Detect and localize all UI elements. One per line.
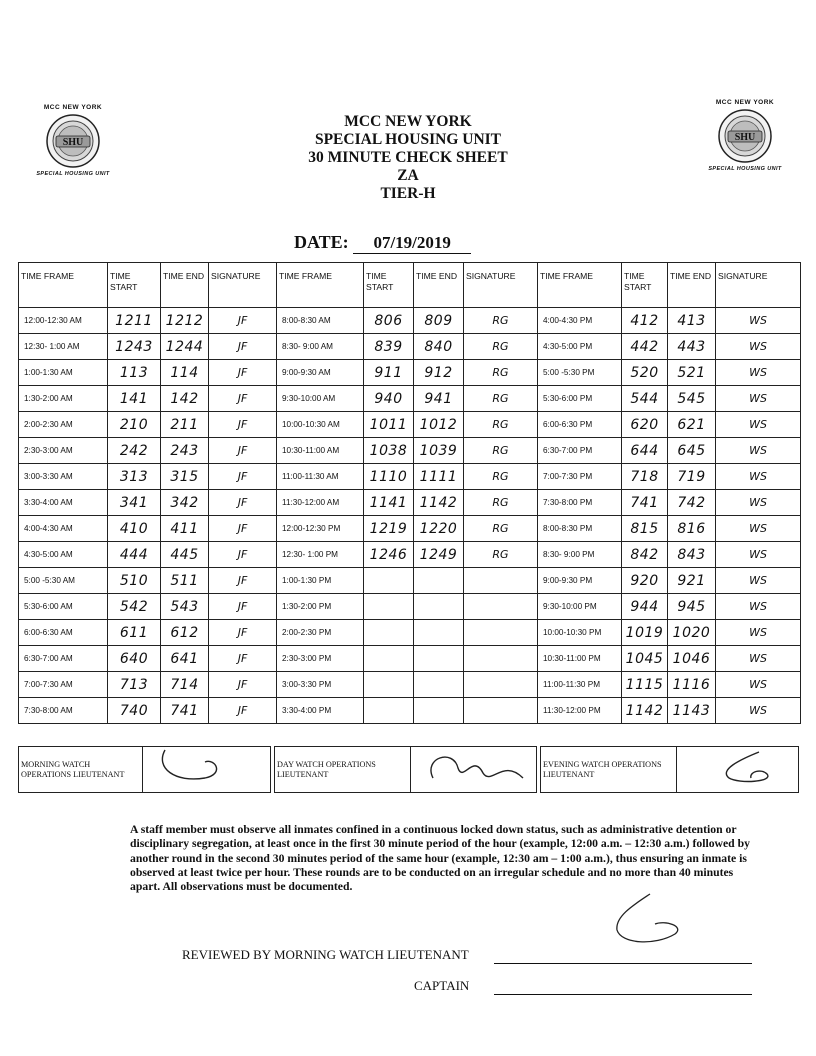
time-end-cell: 1244 [161,334,209,360]
signature-cell [464,672,538,698]
time-start-cell: 410 [108,516,161,542]
time-frame-cell: 11:30-12:00 PM [538,698,622,724]
time-end-cell: 742 [668,490,716,516]
time-start-cell: 341 [108,490,161,516]
signature-cell: JF [209,542,277,568]
signature-cell: JF [209,308,277,334]
time-end-cell: 543 [161,594,209,620]
page-title-block [238,113,578,203]
time-frame-cell: 4:00-4:30 PM [538,308,622,334]
time-start-cell: 1142 [622,698,668,724]
signature-cell: WS [716,698,801,724]
signature-cell: JF [209,620,277,646]
signature-cell: WS [716,620,801,646]
signature-cell: JF [209,672,277,698]
table-row [19,438,801,464]
morning-watch-signature[interactable] [143,747,271,793]
signature-cell: WS [716,490,801,516]
lieutenant-signatures [18,746,799,793]
time-start-cell: 444 [108,542,161,568]
time-start-cell: 718 [622,464,668,490]
time-frame-cell: 1:00-1:30 PM [277,568,364,594]
time-start-cell [364,698,414,724]
time-frame-cell: 4:00-4:30 AM [19,516,108,542]
reviewed-by-label: REVIEWED BY MORNING WATCH LIEUTENANT [182,947,469,962]
signature-cell: JF [209,412,277,438]
time-frame-cell: 4:30-5:00 AM [19,542,108,568]
time-end-cell: 612 [161,620,209,646]
time-start-cell: 1211 [108,308,161,334]
time-end-cell: 1111 [414,464,464,490]
time-start-cell [364,672,414,698]
time-end-cell: 645 [668,438,716,464]
time-end-cell: 1212 [161,308,209,334]
time-start-cell: 242 [108,438,161,464]
table-row [19,464,801,490]
signature-cell: RG [464,490,538,516]
time-frame-cell: 1:30-2:00 PM [277,594,364,620]
table-row [19,620,801,646]
time-end-cell: 621 [668,412,716,438]
reviewed-by-line[interactable] [494,962,752,964]
time-end-cell: 840 [414,334,464,360]
time-end-cell: 445 [161,542,209,568]
col-time-frame: TIME FRAME [277,263,364,308]
check-grid [18,262,801,724]
time-frame-cell: 6:00-6:30 PM [538,412,622,438]
time-end-cell: 945 [668,594,716,620]
time-start-cell: 944 [622,594,668,620]
logo-bottom-text: SPECIAL HOUSING UNIT [708,166,782,172]
time-frame-cell: 12:00-12:30 PM [277,516,364,542]
col-time-frame: TIME FRAME [19,263,108,308]
signature-cell: RG [464,360,538,386]
time-frame-cell: 2:00-2:30 AM [19,412,108,438]
signature-cell [464,568,538,594]
time-start-cell: 713 [108,672,161,698]
date-row [294,232,471,254]
time-start-cell: 1115 [622,672,668,698]
signature-cell: WS [716,568,801,594]
time-end-cell: 545 [668,386,716,412]
col-time-start: TIME START [622,263,668,308]
time-frame-cell: 11:00-11:30 PM [538,672,622,698]
time-start-cell: 741 [622,490,668,516]
signature-cell [464,620,538,646]
time-start-cell: 920 [622,568,668,594]
time-end-cell: 719 [668,464,716,490]
time-end-cell: 1142 [414,490,464,516]
time-frame-cell: 11:00-11:30 AM [277,464,364,490]
unit-name: SPECIAL HOUSING UNIT [314,131,502,148]
signature-cell: WS [716,360,801,386]
time-end-cell: 741 [161,698,209,724]
time-frame-cell: 12:30- 1:00 PM [277,542,364,568]
table-row [19,308,801,334]
time-end-cell: 1249 [414,542,464,568]
time-start-cell: 442 [622,334,668,360]
time-end-cell: 809 [414,308,464,334]
signature-cell: WS [716,386,801,412]
signature-cell: JF [209,464,277,490]
time-end-cell: 114 [161,360,209,386]
time-end-cell: 1220 [414,516,464,542]
time-frame-cell: 5:30-6:00 PM [538,386,622,412]
col-time-end: TIME END [668,263,716,308]
col-signature: SIGNATURE [209,263,277,308]
seal-text: SHU [62,137,84,148]
signature-cell: JF [209,490,277,516]
table-row [19,698,801,724]
logo-top-text: MCC NEW YORK [715,99,775,106]
signature-cell: RG [464,542,538,568]
handwritten-signature [145,748,265,788]
time-frame-cell: 8:00-8:30 PM [538,516,622,542]
signature-cell [464,594,538,620]
org-name: MCC NEW YORK [344,113,472,130]
time-start-cell: 940 [364,386,414,412]
signature-cell: JF [209,516,277,542]
time-start-cell: 1110 [364,464,414,490]
time-end-cell [414,646,464,672]
table-row [19,594,801,620]
table-row [19,386,801,412]
time-frame-cell: 8:30- 9:00 AM [277,334,364,360]
day-watch-label: DAY WATCH OPERATIONS LIEUTENANT [275,747,411,793]
time-frame-cell: 5:00 -5:30 PM [538,360,622,386]
time-start-cell: 520 [622,360,668,386]
col-time-frame: TIME FRAME [538,263,622,308]
time-end-cell [414,620,464,646]
time-start-cell [364,646,414,672]
signature-cell: WS [716,308,801,334]
time-end-cell: 921 [668,568,716,594]
time-end-cell: 1039 [414,438,464,464]
time-start-cell: 620 [622,412,668,438]
time-start-cell: 640 [108,646,161,672]
time-end-cell: 941 [414,386,464,412]
time-frame-cell: 7:00-7:30 PM [538,464,622,490]
time-start-cell: 141 [108,386,161,412]
time-frame-cell: 4:30-5:00 PM [538,334,622,360]
time-frame-cell: 2:30-3:00 AM [19,438,108,464]
table-row [19,360,801,386]
grid-header-row [19,263,801,308]
time-frame-cell: 9:00-9:30 AM [277,360,364,386]
time-frame-cell: 12:00-12:30 AM [19,308,108,334]
signature-cell: WS [716,594,801,620]
time-frame-cell: 5:30-6:00 AM [19,594,108,620]
time-start-cell: 815 [622,516,668,542]
signature-cell: JF [209,360,277,386]
time-end-cell: 315 [161,464,209,490]
time-start-cell: 806 [364,308,414,334]
signature-cell: JF [209,438,277,464]
logo-top-text: MCC NEW YORK [43,104,103,111]
table-row [19,412,801,438]
signature-cell: JF [209,334,277,360]
time-frame-cell: 5:00 -5:30 AM [19,568,108,594]
time-end-cell: 1020 [668,620,716,646]
col-time-start: TIME START [364,263,414,308]
time-end-cell [414,698,464,724]
handwritten-signature [585,890,695,952]
signature-cell: WS [716,516,801,542]
signature-cell: WS [716,542,801,568]
time-frame-cell: 8:00-8:30 AM [277,308,364,334]
time-end-cell: 1116 [668,672,716,698]
time-end-cell: 142 [161,386,209,412]
time-start-cell: 644 [622,438,668,464]
grid-body [19,308,801,724]
time-start-cell: 510 [108,568,161,594]
time-frame-cell: 7:00-7:30 AM [19,672,108,698]
time-frame-cell: 3:30-4:00 PM [277,698,364,724]
table-row [19,516,801,542]
captain-label: CAPTAIN [414,978,470,993]
range-name: ZA [397,167,419,184]
evening-watch-label: EVENING WATCH OPERATIONS LIEUTENANT [541,747,677,793]
time-start-cell: 1011 [364,412,414,438]
time-start-cell: 842 [622,542,668,568]
captain-line[interactable] [494,993,752,995]
time-start-cell: 1243 [108,334,161,360]
time-frame-cell: 9:30-10:00 PM [538,594,622,620]
signature-cell: RG [464,334,538,360]
signature-cell: WS [716,464,801,490]
signature-cell: JF [209,698,277,724]
time-frame-cell: 6:30-7:00 PM [538,438,622,464]
time-frame-cell: 3:00-3:30 AM [19,464,108,490]
time-end-cell [414,568,464,594]
time-start-cell: 839 [364,334,414,360]
time-frame-cell: 9:00-9:30 PM [538,568,622,594]
time-frame-cell: 11:30-12:00 AM [277,490,364,516]
day-watch-signature[interactable] [411,747,537,793]
time-frame-cell: 2:00-2:30 PM [277,620,364,646]
time-start-cell: 113 [108,360,161,386]
signature-cell: RG [464,386,538,412]
table-row [19,542,801,568]
col-time-end: TIME END [161,263,209,308]
time-frame-cell: 8:30- 9:00 PM [538,542,622,568]
col-time-start: TIME START [108,263,161,308]
time-start-cell: 1141 [364,490,414,516]
seal-icon [717,108,773,164]
time-start-cell: 210 [108,412,161,438]
signature-cell: RG [464,464,538,490]
time-start-cell: 1045 [622,646,668,672]
time-end-cell: 714 [161,672,209,698]
signature-cell: JF [209,568,277,594]
time-frame-cell: 6:00-6:30 AM [19,620,108,646]
signature-cell: RG [464,516,538,542]
signature-cell [464,646,538,672]
time-frame-cell: 10:30-11:00 PM [538,646,622,672]
time-end-cell: 411 [161,516,209,542]
seal-text: SHU [734,132,756,143]
time-start-cell: 544 [622,386,668,412]
signature-cell: JF [209,594,277,620]
time-end-cell [414,672,464,698]
time-start-cell: 313 [108,464,161,490]
signature-cell: RG [464,438,538,464]
col-signature: SIGNATURE [464,263,538,308]
time-end-cell: 641 [161,646,209,672]
time-frame-cell: 12:30- 1:00 AM [19,334,108,360]
time-end-cell: 1012 [414,412,464,438]
signature-cell: WS [716,412,801,438]
time-start-cell [364,568,414,594]
table-row [19,334,801,360]
time-frame-cell: 1:30-2:00 AM [19,386,108,412]
table-row [19,672,801,698]
time-start-cell: 1038 [364,438,414,464]
col-signature: SIGNATURE [716,263,801,308]
time-end-cell: 843 [668,542,716,568]
signature-cell: JF [209,386,277,412]
time-frame-cell: 7:30-8:00 AM [19,698,108,724]
time-start-cell [364,594,414,620]
time-end-cell: 1143 [668,698,716,724]
date-value: 07/19/2019 [353,233,471,254]
signature-cell: WS [716,438,801,464]
time-start-cell: 542 [108,594,161,620]
time-frame-cell: 1:00-1:30 AM [19,360,108,386]
table-row [19,646,801,672]
date-label: DATE: [294,232,349,252]
handwritten-signature [413,748,533,788]
table-row [19,490,801,516]
time-frame-cell: 7:30-8:00 PM [538,490,622,516]
time-frame-cell: 3:30-4:00 AM [19,490,108,516]
tier-name: TIER-H [380,185,436,202]
time-start-cell: 1219 [364,516,414,542]
time-end-cell: 521 [668,360,716,386]
time-end-cell: 443 [668,334,716,360]
policy-notice: A staff member must observe all inmates confined in a continuous locked down status, such as administrative detention or disciplinary segregation, at least once in the first 30 minute period of the hour (example, 12:00 a.m. – 12:30 a.m.) followed by another round in the second 30 minutes period of the same hour (example, 12:30 am – 1:00 a.m.), thus ensuring an inmate is observed at least twice per hour. These rounds are to be conducted on an irregular schedule and no more than 40 minutes apart. All observations must be documented. [130,823,750,894]
time-frame-cell: 10:30-11:00 AM [277,438,364,464]
logo-left [18,104,128,177]
col-time-end: TIME END [414,263,464,308]
time-start-cell: 1246 [364,542,414,568]
time-start-cell: 1019 [622,620,668,646]
time-end-cell: 816 [668,516,716,542]
time-frame-cell: 9:30-10:00 AM [277,386,364,412]
seal-icon [45,113,101,169]
time-end-cell: 211 [161,412,209,438]
time-end-cell [414,594,464,620]
logo-bottom-text: SPECIAL HOUSING UNIT [36,171,110,177]
time-frame-cell: 2:30-3:00 PM [277,646,364,672]
logo-right [690,99,800,172]
time-end-cell: 342 [161,490,209,516]
time-end-cell: 243 [161,438,209,464]
signature-cell: WS [716,646,801,672]
signature-cell: RG [464,412,538,438]
time-end-cell: 511 [161,568,209,594]
time-start-cell: 412 [622,308,668,334]
time-end-cell: 1046 [668,646,716,672]
signature-cell: WS [716,672,801,698]
time-frame-cell: 10:00-10:30 AM [277,412,364,438]
signature-cell: RG [464,308,538,334]
time-end-cell: 413 [668,308,716,334]
signature-cell: JF [209,646,277,672]
sheet-name: 30 MINUTE CHECK SHEET [308,149,508,166]
time-frame-cell: 3:00-3:30 PM [277,672,364,698]
time-end-cell: 912 [414,360,464,386]
time-start-cell [364,620,414,646]
evening-watch-signature[interactable] [677,747,799,793]
signature-cell: WS [716,334,801,360]
time-frame-cell: 10:00-10:30 PM [538,620,622,646]
table-row [19,568,801,594]
time-start-cell: 911 [364,360,414,386]
morning-watch-label: MORNING WATCH OPERATIONS LIEUTENANT [19,747,143,793]
time-start-cell: 611 [108,620,161,646]
handwritten-signature [679,748,797,788]
time-frame-cell: 6:30-7:00 AM [19,646,108,672]
time-start-cell: 740 [108,698,161,724]
signature-cell [464,698,538,724]
